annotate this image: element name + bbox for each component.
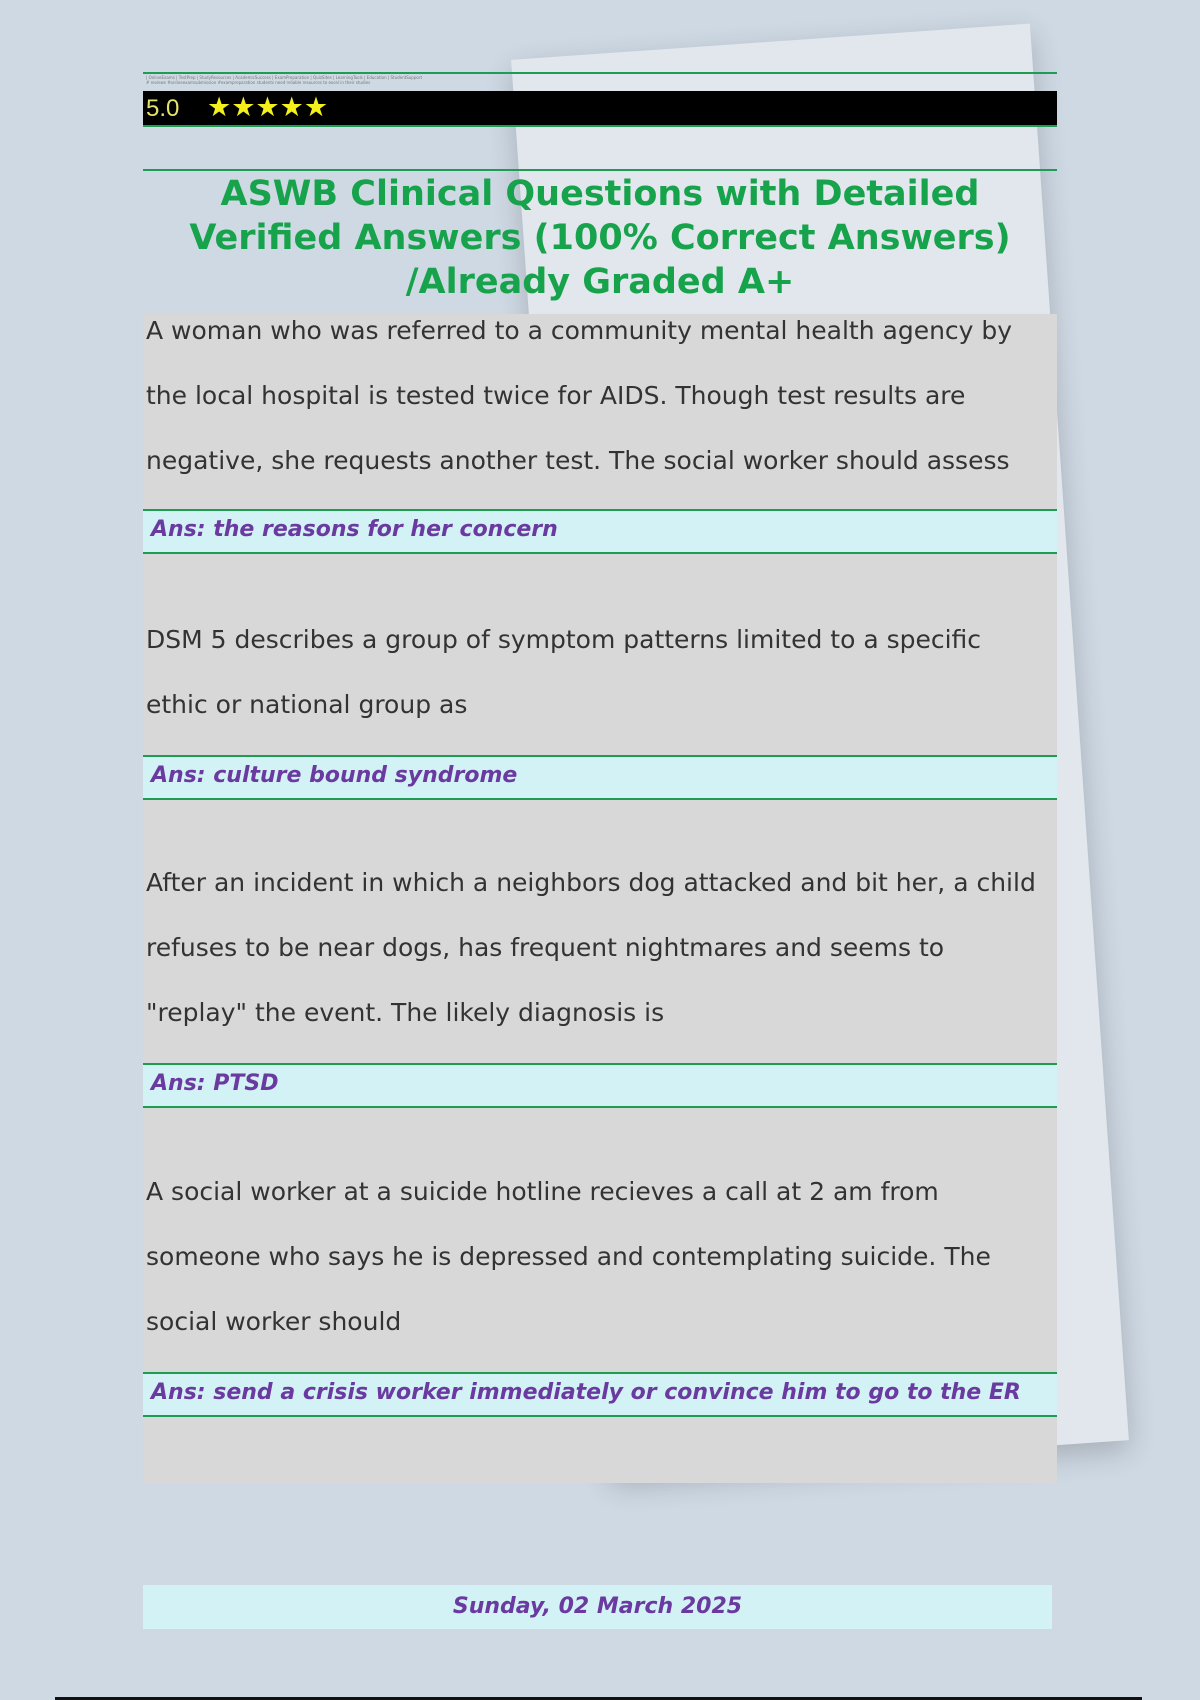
question-text: After an incident in which a neighbors dog attacked and bit her, a child refuses to be near dogs, has frequent nightmares and seems to "replay" the event. The likely diagnosis is [146, 868, 1036, 1027]
rating-bar [143, 91, 1057, 127]
answer-text: Ans: the reasons for her concern [151, 517, 558, 542]
page-title: ASWB Clinical Questions with Detailed Verified Answers (100% Correct Answers) /Already Graded A+ [189, 174, 1011, 302]
question-text: A social worker at a suicide hotline recieves a call at 2 am from someone who says he is depressed and contemplating suicide. The social worker should [146, 1177, 991, 1336]
rating-score: 5.0 [146, 95, 180, 122]
answer-box [143, 755, 1057, 800]
header-top-divider [143, 72, 1057, 74]
answer-text: Ans: send a crisis worker immediately or convince him to go to the ER [151, 1380, 1021, 1405]
tags-line-2: # reviews #onlineexamsubmission #exampreparation students need reliable resources to excel in their studies [146, 80, 371, 85]
answer-box [143, 1063, 1057, 1108]
footer-date: Sunday, 02 March 2025 [143, 1585, 1052, 1629]
question-text: DSM 5 describes a group of symptom patterns limited to a specific ethic or national group as [146, 625, 982, 719]
answer-text: Ans: PTSD [151, 1071, 279, 1096]
tags-line: | OnlineExams | TestPrep | StudyResources | AcademicSuccess | ExamPreparation | QuizSites | LearningTools | Education | StudentSupport [146, 75, 423, 80]
title-divider [143, 169, 1057, 171]
star-rating-icon: ★★★★★ [207, 92, 329, 123]
answer-box [143, 1372, 1057, 1417]
header-tags [146, 75, 1046, 85]
question-text: A woman who was referred to a community mental health agency by the local hospital is tested twice for AIDS. Though test results are negative, she requests another test. The social worker should assess [146, 316, 1013, 475]
answer-text: Ans: culture bound syndrome [151, 763, 518, 788]
answer-box [143, 509, 1057, 554]
